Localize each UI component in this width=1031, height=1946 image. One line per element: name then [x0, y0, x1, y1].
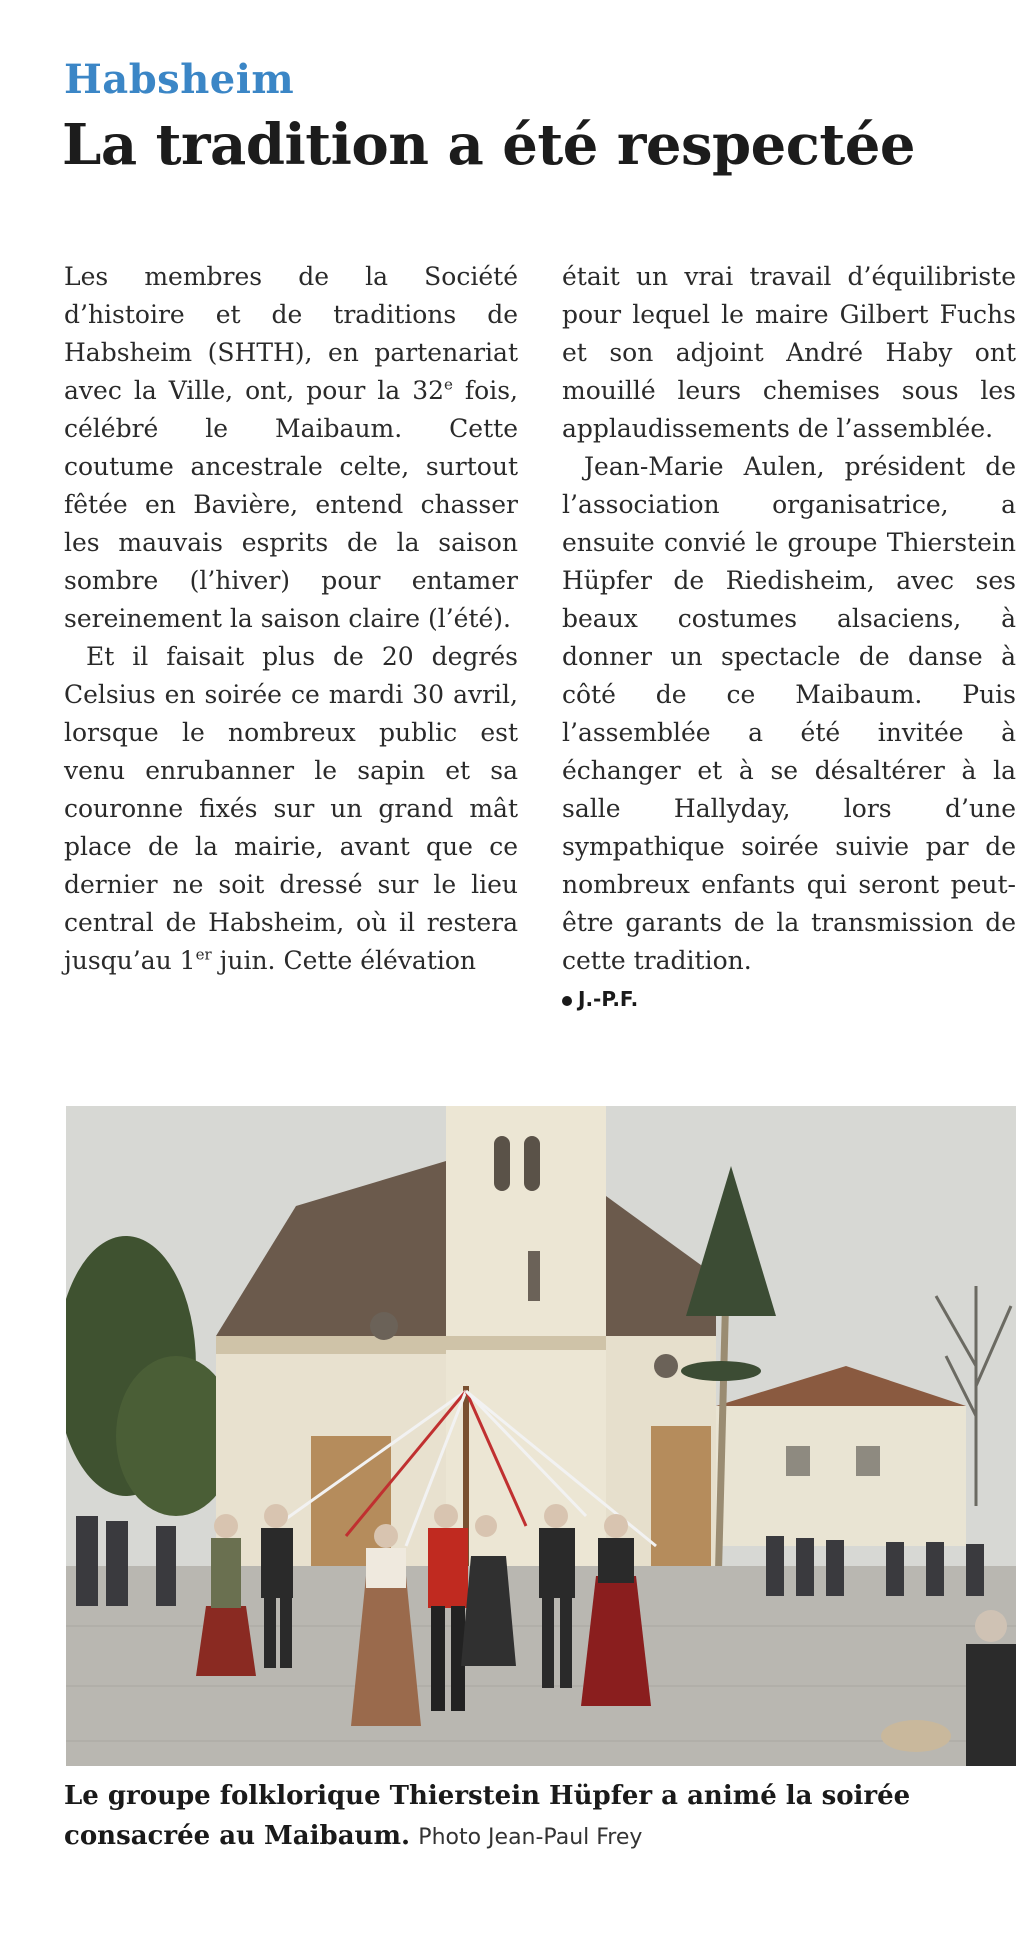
article-headline: La tradition a été respectée — [62, 112, 916, 178]
author-signature — [562, 980, 1016, 1018]
paragraph-2-text-rest: juin. Cette élévation — [211, 946, 477, 975]
article-kicker: Habsheim — [64, 56, 295, 103]
paragraph-2-text: Et il faisait plus de 20 degrés Celsius en soirée ce mardi 30 avril, lorsque le nombreux public est venu enrubanner le sapin et sa couronne fixés sur un grand mât place de la mairie, avant que ce dernier ne soit dressé sur le lieu central de Habsheim, où il restera jusqu’au 1 — [64, 642, 518, 975]
caption-text: Le groupe folklorique Thierstein Hüpfer a animé la soirée consacrée au Maibaum. — [64, 1781, 911, 1851]
photo-credit: Photo Jean-Paul Frey — [418, 1825, 643, 1850]
signature-text: J.-P.F. — [578, 987, 639, 1011]
paragraph-2 — [64, 638, 518, 980]
paragraph-1-text-rest: fois, célébré le Maibaum. Cette coutume ancestrale celte, surtout fêtée en Bavière, entend chasser les mauvais esprits de la saison sombre (l’hiver) pour entamer sereinement la saison claire (l’été). — [64, 376, 518, 633]
paragraph-1 — [64, 258, 518, 638]
article-body — [64, 258, 1016, 1018]
ordinal-suffix: e — [444, 375, 453, 394]
ordinal-suffix: er — [195, 945, 212, 964]
column-right — [562, 258, 1016, 1018]
bullet-icon — [562, 996, 572, 1006]
paragraph-4: Jean-Marie Aulen, président de l’association organisatrice, a ensuite convié le groupe Thierstein Hüpfer de Riedisheim, avec ses beaux costumes alsaciens, à donner un spectacle de danse à côté de ce Maibaum. Puis l’assemblée a été invitée à échanger et à se désaltérer à la salle Hallyday, lors d’une sympathique soirée suivie par de nombreux enfants qui seront peut-être garants de la transmission de cette tradition. — [562, 452, 1016, 975]
column-left — [64, 258, 518, 1018]
paragraph-3: était un vrai travail d’équilibriste pour lequel le maire Gilbert Fuchs et son adjoint André Haby ont mouillé leurs chemises sous les applaudissements de l’assemblée. — [562, 262, 1016, 443]
paragraph-1-text: Les membres de la Société d’histoire et de traditions de Habsheim (SHTH), en partenariat avec la Ville, ont, pour la 32 — [64, 262, 518, 405]
photo-illustration — [66, 1106, 1016, 1766]
photo-caption — [64, 1776, 1016, 1858]
article-photo — [66, 1106, 1016, 1766]
